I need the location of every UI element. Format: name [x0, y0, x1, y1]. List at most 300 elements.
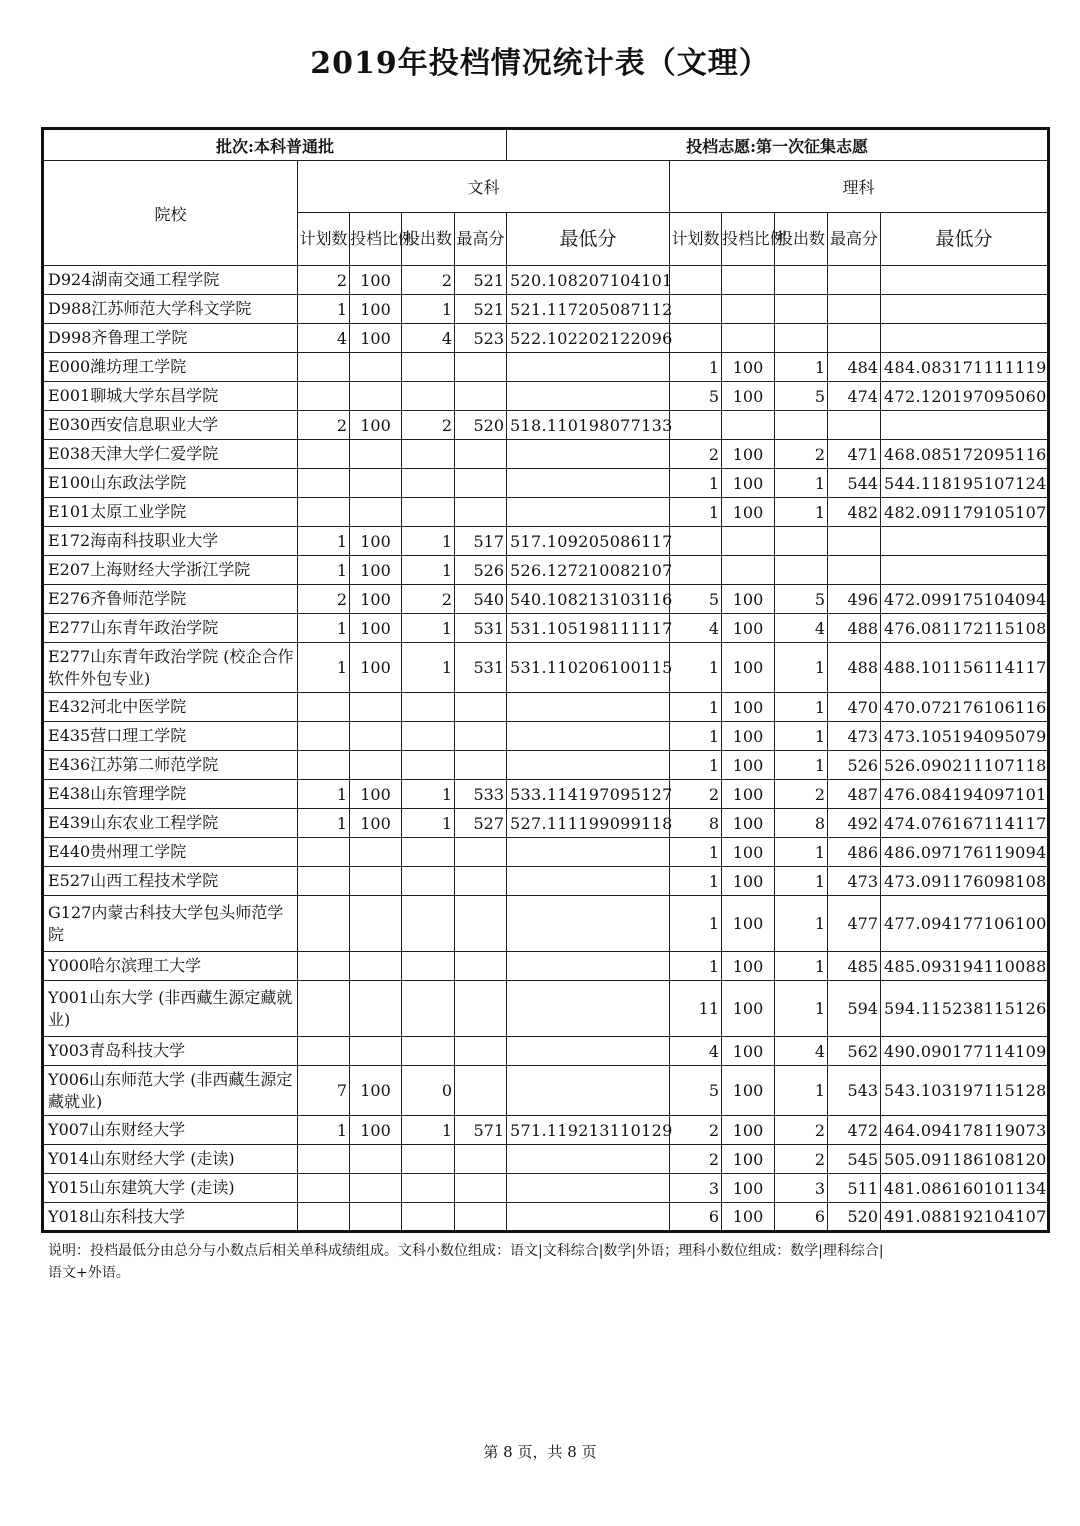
- wenke-ratio-cell: 100: [350, 556, 402, 585]
- like-ratio-cell: 100: [722, 382, 775, 411]
- wenke-plan-cell: [298, 896, 350, 952]
- wenke-min-cell: [507, 1174, 670, 1203]
- wenke-out-cell: [402, 751, 455, 780]
- like-ratio-cell: 100: [722, 585, 775, 614]
- school-header: 院校: [43, 161, 298, 266]
- wenke-out-cell: [402, 498, 455, 527]
- wenke-plan-header: 计划数: [298, 213, 350, 266]
- wenke-min-cell: [507, 952, 670, 981]
- wenke-ratio-cell: [350, 693, 402, 722]
- wenke-plan-cell: [298, 1037, 350, 1066]
- table-row: [43, 751, 1049, 780]
- like-plan-cell: [670, 324, 722, 353]
- table-row: [43, 1116, 1049, 1145]
- like-min-cell: 472.099175104094: [881, 585, 1049, 614]
- like-ratio-cell: 100: [722, 614, 775, 643]
- wenke-plan-cell: [298, 838, 350, 867]
- wenke-ratio-cell: [350, 469, 402, 498]
- volunteer-label: 投档志愿:第一次征集志愿: [507, 129, 1049, 161]
- like-ratio-cell: 100: [722, 1066, 775, 1116]
- like-ratio-cell: 100: [722, 469, 775, 498]
- like-plan-cell: 1: [670, 498, 722, 527]
- like-out-cell: 1: [775, 722, 828, 751]
- wenke-plan-cell: 1: [298, 1116, 350, 1145]
- like-plan-cell: [670, 556, 722, 585]
- like-min-cell: [881, 266, 1049, 295]
- wenke-min-cell: 518.110198077133: [507, 411, 670, 440]
- school-name-cell: E276齐鲁师范学院: [43, 585, 298, 614]
- wenke-plan-cell: [298, 382, 350, 411]
- like-plan-cell: 5: [670, 585, 722, 614]
- like-ratio-cell: [722, 266, 775, 295]
- page-footer: 第 8 页，共 8 页: [483, 1443, 597, 1461]
- like-max-cell: 520: [828, 1203, 881, 1232]
- like-out-cell: 1: [775, 952, 828, 981]
- table-row: [43, 266, 1049, 295]
- like-out-cell: [775, 527, 828, 556]
- wenke-max-cell: [455, 751, 507, 780]
- wenke-ratio-cell: 100: [350, 1116, 402, 1145]
- wenke-plan-cell: 2: [298, 411, 350, 440]
- like-min-cell: [881, 527, 1049, 556]
- wenke-ratio-cell: 100: [350, 1066, 402, 1116]
- wenke-ratio-cell: 100: [350, 295, 402, 324]
- table-row: [43, 614, 1049, 643]
- wenke-min-cell: [507, 838, 670, 867]
- wenke-min-cell: [507, 693, 670, 722]
- like-ratio-cell: 100: [722, 952, 775, 981]
- wenke-out-cell: 1: [402, 1116, 455, 1145]
- like-min-cell: 473.091176098108: [881, 867, 1049, 896]
- school-name-cell: Y007山东财经大学: [43, 1116, 298, 1145]
- like-ratio-cell: 100: [722, 809, 775, 838]
- wenke-min-cell: 531.105198111117: [507, 614, 670, 643]
- wenke-min-cell: 533.114197095127: [507, 780, 670, 809]
- batch-label: 批次:本科普通批: [43, 129, 507, 161]
- like-max-cell: 487: [828, 780, 881, 809]
- school-name-cell: D998齐鲁理工学院: [43, 324, 298, 353]
- wenke-ratio-cell: 100: [350, 324, 402, 353]
- like-ratio-header: 投档比例: [722, 213, 775, 266]
- like-plan-cell: 1: [670, 867, 722, 896]
- like-min-cell: [881, 324, 1049, 353]
- wenke-max-cell: 531: [455, 643, 507, 693]
- school-name-cell: D924湖南交通工程学院: [43, 266, 298, 295]
- wenke-ratio-cell: [350, 353, 402, 382]
- wenke-max-cell: 531: [455, 614, 507, 643]
- like-plan-cell: 3: [670, 1174, 722, 1203]
- like-out-cell: 1: [775, 867, 828, 896]
- table-row: [43, 809, 1049, 838]
- like-min-cell: 474.076167114117: [881, 809, 1049, 838]
- like-min-cell: [881, 556, 1049, 585]
- like-max-cell: 492: [828, 809, 881, 838]
- like-out-header: 投出数: [775, 213, 828, 266]
- like-max-cell: 482: [828, 498, 881, 527]
- like-max-cell: 486: [828, 838, 881, 867]
- wenke-out-cell: 1: [402, 614, 455, 643]
- like-out-cell: [775, 556, 828, 585]
- like-ratio-cell: 100: [722, 780, 775, 809]
- wenke-plan-cell: 4: [298, 324, 350, 353]
- like-ratio-cell: 100: [722, 693, 775, 722]
- school-name-cell: E440贵州理工学院: [43, 838, 298, 867]
- wenke-plan-cell: [298, 693, 350, 722]
- like-max-cell: [828, 266, 881, 295]
- admission-table: [41, 127, 1050, 1233]
- table-row: [43, 469, 1049, 498]
- wenke-plan-cell: [298, 469, 350, 498]
- like-plan-cell: [670, 266, 722, 295]
- wenke-max-cell: 526: [455, 556, 507, 585]
- like-out-cell: 5: [775, 382, 828, 411]
- school-name-cell: E527山西工程技术学院: [43, 867, 298, 896]
- wenke-max-cell: [455, 1203, 507, 1232]
- wenke-out-cell: [402, 440, 455, 469]
- wenke-min-cell: [507, 440, 670, 469]
- like-ratio-cell: 100: [722, 722, 775, 751]
- like-max-cell: [828, 556, 881, 585]
- wenke-ratio-cell: 100: [350, 527, 402, 556]
- school-name-cell: G127内蒙古科技大学包头师范学院: [43, 896, 298, 952]
- wenke-max-cell: [455, 693, 507, 722]
- table-row: [43, 1174, 1049, 1203]
- like-plan-cell: 4: [670, 1037, 722, 1066]
- school-name-cell: E432河北中医学院: [43, 693, 298, 722]
- school-name-cell: E001聊城大学东昌学院: [43, 382, 298, 411]
- table-row: [43, 1203, 1049, 1232]
- like-out-cell: 3: [775, 1174, 828, 1203]
- wenke-plan-cell: 2: [298, 266, 350, 295]
- wenke-max-cell: 527: [455, 809, 507, 838]
- like-max-cell: 485: [828, 952, 881, 981]
- wenke-min-cell: 517.109205086117: [507, 527, 670, 556]
- like-max-cell: 477: [828, 896, 881, 952]
- like-min-cell: 472.120197095060: [881, 382, 1049, 411]
- like-out-cell: 1: [775, 469, 828, 498]
- wenke-out-cell: [402, 1203, 455, 1232]
- wenke-max-cell: [455, 867, 507, 896]
- wenke-ratio-cell: 100: [350, 266, 402, 295]
- wenke-out-cell: [402, 981, 455, 1037]
- table-row: [43, 527, 1049, 556]
- like-plan-cell: 1: [670, 353, 722, 382]
- table-row: [43, 585, 1049, 614]
- wenke-ratio-cell: 100: [350, 411, 402, 440]
- like-min-cell: 526.090211107118: [881, 751, 1049, 780]
- like-plan-cell: 1: [670, 896, 722, 952]
- wenke-min-cell: 522.102202122096: [507, 324, 670, 353]
- wenke-ratio-cell: [350, 1037, 402, 1066]
- wenke-out-cell: 1: [402, 295, 455, 324]
- school-name-cell: E436江苏第二师范学院: [43, 751, 298, 780]
- wenke-plan-cell: [298, 751, 350, 780]
- wenke-max-header: 最高分: [455, 213, 507, 266]
- like-plan-cell: 2: [670, 1145, 722, 1174]
- wenke-plan-cell: [298, 353, 350, 382]
- table-row: [43, 295, 1049, 324]
- wenke-ratio-cell: [350, 1174, 402, 1203]
- wenke-out-cell: [402, 1037, 455, 1066]
- like-max-cell: 594: [828, 981, 881, 1037]
- like-out-cell: 2: [775, 1145, 828, 1174]
- wenke-out-cell: 2: [402, 411, 455, 440]
- like-min-cell: [881, 295, 1049, 324]
- wenke-plan-cell: 1: [298, 556, 350, 585]
- wenke-out-cell: 1: [402, 527, 455, 556]
- like-ratio-cell: 100: [722, 353, 775, 382]
- wenke-header: 文科: [298, 161, 670, 213]
- wenke-min-cell: 527.111199099118: [507, 809, 670, 838]
- wenke-plan-cell: [298, 867, 350, 896]
- school-name-cell: E101太原工业学院: [43, 498, 298, 527]
- wenke-max-cell: [455, 469, 507, 498]
- school-name-cell: Y006山东师范大学 (非西藏生源定藏就业): [43, 1066, 298, 1116]
- wenke-ratio-cell: [350, 867, 402, 896]
- wenke-min-cell: 531.110206100115: [507, 643, 670, 693]
- like-min-cell: 544.118195107124: [881, 469, 1049, 498]
- like-max-cell: 473: [828, 867, 881, 896]
- school-name-cell: Y015山东建筑大学 (走读): [43, 1174, 298, 1203]
- wenke-min-cell: 571.119213110129: [507, 1116, 670, 1145]
- table-row: [43, 693, 1049, 722]
- like-ratio-cell: 100: [722, 751, 775, 780]
- table-row: [43, 353, 1049, 382]
- school-name-cell: E207上海财经大学浙江学院: [43, 556, 298, 585]
- like-max-cell: 543: [828, 1066, 881, 1116]
- wenke-ratio-cell: 100: [350, 643, 402, 693]
- wenke-out-cell: 2: [402, 585, 455, 614]
- like-ratio-cell: [722, 411, 775, 440]
- wenke-plan-cell: [298, 981, 350, 1037]
- like-plan-cell: 4: [670, 614, 722, 643]
- like-out-cell: 2: [775, 780, 828, 809]
- wenke-ratio-cell: [350, 981, 402, 1037]
- like-max-cell: [828, 527, 881, 556]
- like-ratio-cell: 100: [722, 1203, 775, 1232]
- table-body: [43, 266, 1049, 1232]
- like-out-cell: 2: [775, 1116, 828, 1145]
- like-plan-cell: 2: [670, 440, 722, 469]
- wenke-out-cell: 1: [402, 780, 455, 809]
- like-min-cell: 594.115238115126: [881, 981, 1049, 1037]
- wenke-min-cell: [507, 751, 670, 780]
- school-name-cell: E277山东青年政治学院 (校企合作软件外包专业): [43, 643, 298, 693]
- wenke-plan-cell: 1: [298, 643, 350, 693]
- table-row: [43, 896, 1049, 952]
- like-min-cell: 482.091179105107: [881, 498, 1049, 527]
- school-name-cell: E100山东政法学院: [43, 469, 298, 498]
- wenke-max-cell: 571: [455, 1116, 507, 1145]
- wenke-out-cell: 0: [402, 1066, 455, 1116]
- like-min-cell: 473.105194095079: [881, 722, 1049, 751]
- wenke-min-cell: 521.117205087112: [507, 295, 670, 324]
- like-out-cell: 1: [775, 751, 828, 780]
- wenke-plan-cell: [298, 1145, 350, 1174]
- school-name-cell: E000潍坊理工学院: [43, 353, 298, 382]
- wenke-max-cell: [455, 382, 507, 411]
- wenke-ratio-header: 投档比例: [350, 213, 402, 266]
- like-min-cell: 490.090177114109: [881, 1037, 1049, 1066]
- school-name-cell: Y001山东大学 (非西藏生源定藏就业): [43, 981, 298, 1037]
- note-line-1: 说明：投档最低分由总分与小数点后相关单科成绩组成。文科小数位组成：语文|文科综合|数学|外语；理科小数位组成：数学|理科综合|: [48, 1243, 884, 1259]
- like-ratio-cell: 100: [722, 1037, 775, 1066]
- like-max-cell: 484: [828, 353, 881, 382]
- like-min-cell: 491.088192104107: [881, 1203, 1049, 1232]
- school-name-cell: E438山东管理学院: [43, 780, 298, 809]
- wenke-max-cell: [455, 1174, 507, 1203]
- wenke-plan-cell: [298, 440, 350, 469]
- like-plan-cell: 5: [670, 1066, 722, 1116]
- like-ratio-cell: 100: [722, 1145, 775, 1174]
- like-ratio-cell: 100: [722, 896, 775, 952]
- like-out-cell: 1: [775, 838, 828, 867]
- wenke-plan-cell: [298, 1174, 350, 1203]
- like-max-cell: [828, 411, 881, 440]
- like-min-cell: 485.093194110088: [881, 952, 1049, 981]
- like-plan-cell: 1: [670, 838, 722, 867]
- wenke-out-cell: [402, 867, 455, 896]
- like-max-cell: 473: [828, 722, 881, 751]
- wenke-plan-cell: 1: [298, 780, 350, 809]
- like-out-cell: [775, 324, 828, 353]
- like-max-cell: 526: [828, 751, 881, 780]
- like-max-cell: 474: [828, 382, 881, 411]
- school-name-cell: E435营口理工学院: [43, 722, 298, 751]
- wenke-min-cell: [507, 1037, 670, 1066]
- like-out-cell: 4: [775, 1037, 828, 1066]
- school-name-cell: Y003青岛科技大学: [43, 1037, 298, 1066]
- like-plan-cell: 6: [670, 1203, 722, 1232]
- table-row: [43, 382, 1049, 411]
- school-name-cell: E172海南科技职业大学: [43, 527, 298, 556]
- like-header: 理科: [670, 161, 1049, 213]
- like-max-cell: 488: [828, 614, 881, 643]
- like-plan-cell: 8: [670, 809, 722, 838]
- table-row: [43, 1145, 1049, 1174]
- table-row: [43, 780, 1049, 809]
- school-name-cell: Y018山东科技大学: [43, 1203, 298, 1232]
- like-ratio-cell: [722, 324, 775, 353]
- note-line-2: 语文+外语。: [48, 1265, 130, 1281]
- wenke-max-cell: [455, 498, 507, 527]
- wenke-min-header: 最低分: [507, 213, 670, 266]
- wenke-ratio-cell: [350, 952, 402, 981]
- like-plan-cell: 1: [670, 952, 722, 981]
- like-max-header: 最高分: [828, 213, 881, 266]
- school-name-cell: Y014山东财经大学 (走读): [43, 1145, 298, 1174]
- like-ratio-cell: 100: [722, 1116, 775, 1145]
- like-ratio-cell: [722, 527, 775, 556]
- wenke-min-cell: [507, 981, 670, 1037]
- like-min-cell: 484.083171111119: [881, 353, 1049, 382]
- wenke-max-cell: [455, 353, 507, 382]
- wenke-ratio-cell: [350, 1203, 402, 1232]
- like-ratio-cell: 100: [722, 981, 775, 1037]
- like-min-cell: 486.097176119094: [881, 838, 1049, 867]
- like-min-cell: 488.101156114117: [881, 643, 1049, 693]
- wenke-plan-cell: 1: [298, 295, 350, 324]
- like-ratio-cell: 100: [722, 643, 775, 693]
- wenke-plan-cell: [298, 952, 350, 981]
- school-name-cell: Y000哈尔滨理工大学: [43, 952, 298, 981]
- like-out-cell: [775, 295, 828, 324]
- table-row: [43, 324, 1049, 353]
- wenke-ratio-cell: 100: [350, 585, 402, 614]
- wenke-plan-cell: [298, 1203, 350, 1232]
- like-plan-cell: 11: [670, 981, 722, 1037]
- table-row: [43, 643, 1049, 693]
- wenke-out-cell: [402, 722, 455, 751]
- wenke-plan-cell: 1: [298, 527, 350, 556]
- wenke-min-cell: 520.108207104101: [507, 266, 670, 295]
- wenke-min-cell: [507, 498, 670, 527]
- like-max-cell: [828, 324, 881, 353]
- wenke-min-cell: [507, 896, 670, 952]
- wenke-ratio-cell: [350, 751, 402, 780]
- wenke-min-cell: [507, 722, 670, 751]
- like-ratio-cell: 100: [722, 1174, 775, 1203]
- like-plan-header: 计划数: [670, 213, 722, 266]
- like-max-cell: [828, 295, 881, 324]
- like-out-cell: 6: [775, 1203, 828, 1232]
- like-plan-cell: 1: [670, 751, 722, 780]
- wenke-min-cell: [507, 1145, 670, 1174]
- like-out-cell: 1: [775, 353, 828, 382]
- wenke-max-cell: [455, 1145, 507, 1174]
- like-min-header: 最低分: [881, 213, 1049, 266]
- like-plan-cell: 1: [670, 693, 722, 722]
- like-min-cell: 468.085172095116: [881, 440, 1049, 469]
- like-max-cell: 470: [828, 693, 881, 722]
- school-name-cell: E439山东农业工程学院: [43, 809, 298, 838]
- like-out-cell: 1: [775, 896, 828, 952]
- like-out-cell: 2: [775, 440, 828, 469]
- like-plan-cell: 5: [670, 382, 722, 411]
- wenke-out-cell: 1: [402, 556, 455, 585]
- like-max-cell: 544: [828, 469, 881, 498]
- wenke-plan-cell: 2: [298, 585, 350, 614]
- wenke-max-cell: 517: [455, 527, 507, 556]
- like-max-cell: 562: [828, 1037, 881, 1066]
- wenke-ratio-cell: [350, 440, 402, 469]
- wenke-plan-cell: 1: [298, 809, 350, 838]
- like-ratio-cell: 100: [722, 838, 775, 867]
- table-row: [43, 411, 1049, 440]
- school-name-cell: D988江苏师范大学科文学院: [43, 295, 298, 324]
- like-min-cell: 476.081172115108: [881, 614, 1049, 643]
- like-plan-cell: [670, 295, 722, 324]
- page-title: 2019年投档情况统计表（文理）: [310, 46, 770, 81]
- like-out-cell: 1: [775, 498, 828, 527]
- wenke-plan-cell: 1: [298, 614, 350, 643]
- wenke-ratio-cell: [350, 382, 402, 411]
- like-out-cell: 1: [775, 981, 828, 1037]
- wenke-min-cell: [507, 867, 670, 896]
- wenke-ratio-cell: 100: [350, 780, 402, 809]
- like-min-cell: 464.094178119073: [881, 1116, 1049, 1145]
- wenke-max-cell: 523: [455, 324, 507, 353]
- wenke-ratio-cell: [350, 838, 402, 867]
- table-row: [43, 440, 1049, 469]
- wenke-out-cell: [402, 952, 455, 981]
- like-max-cell: 545: [828, 1145, 881, 1174]
- wenke-out-cell: 1: [402, 643, 455, 693]
- like-plan-cell: 2: [670, 780, 722, 809]
- wenke-max-cell: [455, 722, 507, 751]
- wenke-max-cell: [455, 1066, 507, 1116]
- like-out-cell: 1: [775, 1066, 828, 1116]
